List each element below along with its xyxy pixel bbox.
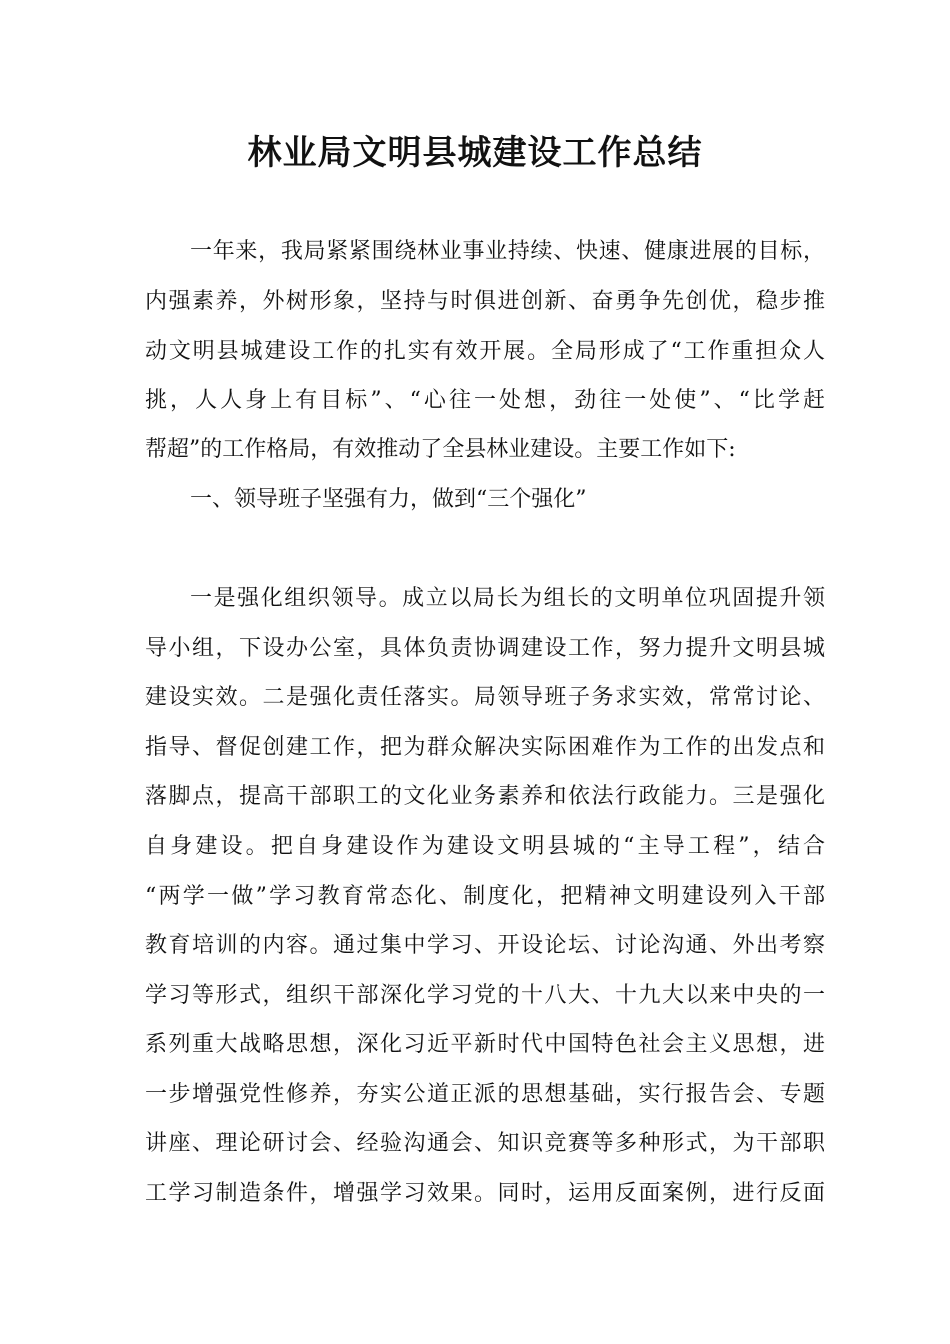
paragraph-line: 一步增强党性修养，夯实公道正派的思想基础，实行报告会、专题: [145, 1082, 825, 1107]
paragraph-line: 系列重大战略思想，深化习近平新时代中国特色社会主义思想，进: [145, 1032, 825, 1057]
paragraph-line: 教育培训的内容。通过集中学习、开设论坛、讨论沟通、外出考察: [145, 933, 825, 958]
paragraph-line: 学习等形式，组织干部深化学习党的十八大、十九大以来中央的一: [145, 983, 825, 1008]
section-heading: 一、领导班子坚强有力，做到“三个强化”: [190, 487, 587, 512]
document-title: 林业局文明县城建设工作总结: [247, 133, 703, 173]
paragraph-line: 动文明县城建设工作的扎实有效开展。全局形成了“工作重担众人: [145, 339, 825, 364]
paragraph-line: 一是强化组织领导。成立以局长为组长的文明单位巩固提升领: [190, 586, 825, 611]
paragraph-line: 建设实效。二是强化责任落实。局领导班子务求实效，常常讨论、: [145, 685, 825, 710]
paragraph-line: 内强素养，外树形象，坚持与时俱进创新、奋勇争先创优，稳步推: [145, 289, 825, 314]
paragraph-line: 指导、督促创建工作，把为群众解决实际困难作为工作的出发点和: [145, 735, 825, 760]
paragraph-line: “两学一做”学习教育常态化、制度化，把精神文明建设列入干部: [145, 884, 825, 909]
paragraph-line: 工学习制造条件，增强学习效果。同时，运用反面案例，进行反面: [145, 1181, 825, 1206]
paragraph-line: 落脚点，提高干部职工的文化业务素养和依法行政能力。三是强化: [145, 784, 825, 809]
paragraph-line: 挑，人人身上有目标”、“心往一处想，劲往一处使”、“比学赶: [145, 388, 825, 413]
paragraph-line: 导小组，下设办公室，具体负责协调建设工作，努力提升文明县城: [145, 636, 825, 661]
paragraph-line: 讲座、理论研讨会、经验沟通会、知识竞赛等多种形式，为干部职: [145, 1131, 825, 1156]
paragraph-line: 自身建设。把自身建设作为建设文明县城的“主导工程”，结合: [145, 834, 825, 859]
paragraph-line: 帮超”的工作格局，有效推动了全县林业建设。主要工作如下:: [145, 437, 736, 462]
paragraph-line: 一年来，我局紧紧围绕林业事业持续、快速、健康进展的目标，: [190, 239, 825, 264]
